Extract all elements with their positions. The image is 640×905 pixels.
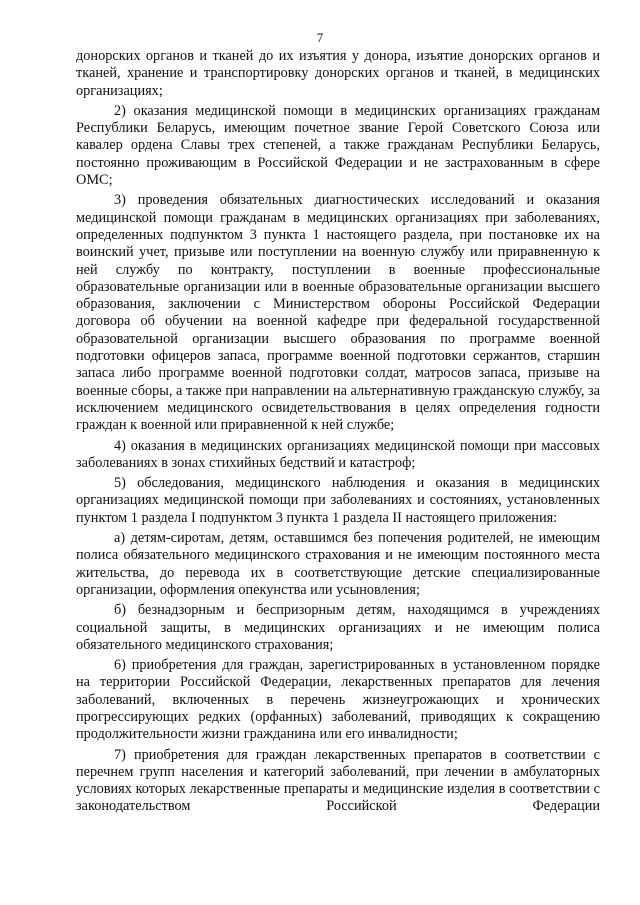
paragraph-item-2: 2) оказания медицинской помощи в медицинских организациях гражданам Республики Беларусь, имеющим почетное звание Герой Советского Союза или кавалер ордена Славы трех степеней, а также гражданам Республики Беларусь, постоянно проживающим в Российской Федерации и не застрахованным в сфере ОМС; <box>76 102 600 189</box>
paragraph-subitem-a: а) детям-сиротам, детям, оставшимся без попечения родителей, не имеющим полиса обязательного медицинского страхования и не имеющим постоянного места жительства, до перевода их в соответствующие детские специализированные организации, оформления опекунства или усыновления; <box>76 530 600 598</box>
paragraph-item-7: 7) приобретения для граждан лекарственных препаратов в соответствии с перечнем групп населения и категорий заболеваний, при лечении в амбулаторных условиях которых лекарственные препараты и медицинские изделия в соответствии с законодательством Российской Федерации <box>76 746 600 815</box>
paragraph-continuation: донорских органов и тканей до их изъятия у донора, изъятие донорских органов и тканей, хранение и транспортировку донорских органов и тканей, в медицинских организациях; <box>76 48 600 99</box>
paragraph-item-5: 5) обследования, медицинского наблюдения и оказания в медицинских организациях медицинской помощи при заболеваниях и состояниях, установленных пунктом 1 раздела I подпунктом 3 пункта 1 раздела II настоящего приложения: <box>76 475 600 526</box>
paragraph-item-6: 6) приобретения для граждан, зарегистрированных в установленном порядке на территории Российской Федерации, лекарственных препаратов для лечения заболеваний, включенных в перечень жизнеугрожающих и хронических прогрессирующих редких (орфанных) заболеваний, приводящих к сокращению продолжительности жизни гражданина или его инвалидности; <box>76 657 600 743</box>
paragraph-subitem-b: б) безнадзорным и беспризорным детям, находящимся в учреждениях социальной защиты, в медицинских организациях и не имеющим полиса обязательного медицинского страхования; <box>76 602 600 653</box>
document-body <box>76 48 600 816</box>
paragraph-item-4: 4) оказания в медицинских организациях медицинской помощи при массовых заболеваниях в зонах стихийных бедствий и катастроф; <box>76 437 600 471</box>
page-number: 7 <box>316 30 324 45</box>
paragraph-item-3: 3) проведения обязательных диагностических исследований и оказания медицинской помощи гражданам в медицинских организациях при заболеваниях, определенных подпунктом 3 пункта 1 настоящего раздела, при постановке их на воинский учет, призыве или поступлении на военную службу или приравненную к ней службу по контракту, поступлении в военные профессиональные образовательные организации или в военные образовательные организации высшего образования, заключении с Министерством обороны Российской Федерации договора об обучении на военной кафедре при федеральной государственной образовательной организации высшего образования по программе военной подготовки офицеров запаса, программе военной подготовки сержантов, старшин запаса либо программе военной подготовки солдат, матросов запаса, призыве на военные сборы, а также при направлении на альтернативную гражданскую службу, за исключением медицинского освидетельствования в целях определения годности граждан к военной или приравненной к ней службе; <box>76 192 600 434</box>
